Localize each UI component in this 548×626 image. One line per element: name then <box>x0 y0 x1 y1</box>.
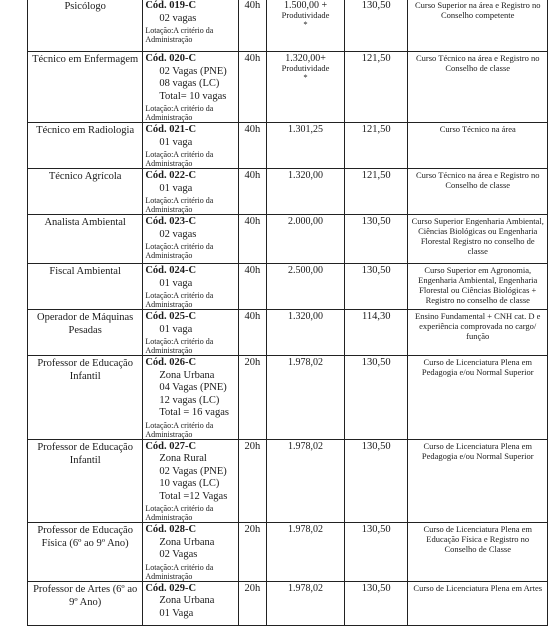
lotacao-note <box>145 26 235 44</box>
lotacao-label: Lotação: <box>145 196 174 205</box>
codigo-cell <box>143 523 238 582</box>
taxa-cell: 130,50 <box>344 215 408 264</box>
taxa-cell: 130,50 <box>344 356 408 440</box>
vagas-line: 01 vaga <box>159 277 193 289</box>
taxa-cell: 130,50 <box>344 439 408 523</box>
codigo-cell <box>143 439 238 523</box>
carga-cell: 40h <box>238 264 266 310</box>
taxa-cell: 121,50 <box>344 52 408 123</box>
carga-cell: 20h <box>238 356 266 440</box>
vencimento-value: 1.320,00+ <box>285 53 326 64</box>
lotacao-note <box>145 504 235 522</box>
vagas-line: 02 vagas <box>159 12 197 24</box>
table-row <box>28 581 548 625</box>
carga-cell: 40h <box>238 0 266 52</box>
taxa-cell: 130,50 <box>344 581 408 625</box>
requisito-cell: Curso Superior Engenharia Ambiental, Ciências Biológicas ou Engenharia Florestal Registro no conselho de classe <box>408 215 548 264</box>
vencimento-value: 1.500,00 + <box>283 0 328 11</box>
lotacao-text: A critério da Administração <box>145 562 214 581</box>
carga-cell: 20h <box>238 581 266 625</box>
lotacao-label: Lotação: <box>145 504 174 513</box>
vencimento-value: 2.500,00 <box>288 265 323 276</box>
vagas-line: 12 vagas (LC) <box>159 394 220 406</box>
vencimento-cell <box>267 310 345 356</box>
vencimento-mark: * <box>303 19 308 29</box>
table-row <box>28 215 548 264</box>
taxa-cell: 130,50 <box>344 0 408 52</box>
table-row <box>28 0 548 52</box>
table-row <box>28 123 548 169</box>
codigo-label: Cód. 019-C <box>145 0 197 11</box>
codigo-label: Cód. 022-C <box>145 170 197 181</box>
vencimento-value: 1.978,02 <box>288 357 323 368</box>
codigo-label: Cód. 023-C <box>145 216 197 227</box>
table-row <box>28 310 548 356</box>
codigo-label: Cód. 024-C <box>145 265 197 276</box>
vencimento-cell <box>267 0 345 52</box>
lotacao-label: Lotação: <box>145 242 174 251</box>
requisito-cell: Curso de Licenciatura Plena em Educação Física e Registro no Conselho de Classe <box>408 523 548 582</box>
vagas-line: Total =12 Vagas <box>159 490 228 502</box>
table-row <box>28 523 548 582</box>
cargo-cell: Professor de Educação Física (6º ao 9º Ano) <box>28 523 143 582</box>
carga-cell: 40h <box>238 123 266 169</box>
lotacao-label: Lotação: <box>145 104 174 113</box>
codigo-cell <box>143 310 238 356</box>
vencimento-cell <box>267 356 345 440</box>
codigo-label: Cód. 026-C <box>145 357 197 368</box>
cargo-cell: Técnico Agrícola <box>28 169 143 215</box>
lotacao-label: Lotação: <box>145 337 174 346</box>
lotacao-label: Lotação: <box>145 26 174 35</box>
vencimento-cell <box>267 264 345 310</box>
codigo-cell <box>143 52 238 123</box>
vagas-line: 08 vagas (LC) <box>159 78 220 89</box>
vencimento-extra: Produtividade <box>281 63 330 73</box>
table-row <box>28 52 548 123</box>
taxa-cell: 121,50 <box>344 123 408 169</box>
vencimento-cell <box>267 52 345 123</box>
vencimento-value: 1.301,25 <box>288 124 323 135</box>
requisito-cell: Curso de Licenciatura Plena em Pedagogia e/ou Normal Superior <box>408 439 548 523</box>
vencimento-value: 2.000,00 <box>288 216 323 227</box>
lotacao-note <box>145 291 235 309</box>
vagas-line: Zona Urbana <box>159 536 215 548</box>
codigo-label: Cód. 021-C <box>145 124 197 135</box>
lotacao-text: A critério da Administração <box>145 291 214 309</box>
vagas-line: Zona Urbana <box>159 595 215 606</box>
requisito-cell: Curso de Licenciatura Plena em Pedagogia e/ou Normal Superior <box>408 356 548 440</box>
codigo-label: Cód. 027-C <box>145 440 197 452</box>
vencimento-cell <box>267 439 345 523</box>
codigo-cell <box>143 356 238 440</box>
carga-cell: 20h <box>238 523 266 582</box>
codigo-label: Cód. 029-C <box>145 582 197 594</box>
vagas-line: Total = 16 vagas <box>159 407 229 418</box>
carga-cell: 40h <box>238 169 266 215</box>
vagas-line: Total= 10 vagas <box>159 90 227 102</box>
lotacao-label: Lotação: <box>145 291 174 300</box>
vencimento-cell <box>267 215 345 264</box>
codigo-cell <box>143 264 238 310</box>
lotacao-note <box>145 242 235 260</box>
lotacao-text: A critério da Administração <box>145 337 214 355</box>
vagas-line: 02 Vagas (PNE) <box>159 65 227 77</box>
requisito-cell: Curso Superior em Agronomia, Engenharia Ambiental, Engenharia Florestal ou Ciências Biológicas + Registro no conselho de classe <box>408 264 548 310</box>
taxa-cell: 121,50 <box>344 169 408 215</box>
codigo-label: Cód. 020-C <box>145 53 197 64</box>
vagas-line: 01 vaga <box>159 323 193 335</box>
vagas-line: 02 vagas <box>159 228 197 240</box>
table-row <box>28 439 548 523</box>
codigo-label: Cód. 025-C <box>145 311 197 322</box>
lotacao-note <box>145 196 235 214</box>
carga-cell: 40h <box>238 52 266 123</box>
lotacao-note <box>145 150 235 168</box>
vencimento-value: 1.320,00 <box>288 170 323 181</box>
cargo-cell: Psicólogo <box>28 0 143 52</box>
lotacao-label: Lotação: <box>145 420 174 430</box>
vencimento-value: 1.978,02 <box>288 440 323 452</box>
vagas-line: Zona Rural <box>159 453 207 464</box>
lotacao-text: A critério da Administração <box>145 26 214 44</box>
vencimento-cell <box>267 523 345 582</box>
carga-cell: 40h <box>238 310 266 356</box>
cargo-cell: Professor de Artes (6º ao 9º Ano) <box>28 581 143 625</box>
vencimento-cell <box>267 169 345 215</box>
cargo-cell: Técnico em Radiologia <box>28 123 143 169</box>
codigo-cell <box>143 0 238 52</box>
taxa-cell: 130,50 <box>344 264 408 310</box>
lotacao-note <box>145 421 235 439</box>
vencimento-extra: Produtividade <box>281 10 330 20</box>
lotacao-text: A critério da Administração <box>145 504 214 522</box>
requisito-cell: Curso de Licenciatura Plena em Artes <box>408 581 548 625</box>
codigo-cell <box>143 581 238 625</box>
vagas-line: Zona Urbana <box>159 369 215 381</box>
requisito-cell: Ensino Fundamental + CNH cat. D e experiência comprovada no cargo/ função <box>408 310 548 356</box>
cargo-cell: Analista Ambiental <box>28 215 143 264</box>
requisito-cell: Curso Superior na área e Registro no Conselho competente <box>408 0 548 52</box>
cargo-cell: Professor de Educação Infantil <box>28 356 143 440</box>
vagas-line: 01 Vaga <box>159 607 194 619</box>
requisito-cell: Curso Técnico na área <box>408 123 548 169</box>
vencimento-value: 1.320,00 <box>288 311 323 322</box>
cargo-cell: Professor de Educação Infantil <box>28 439 143 523</box>
lotacao-label: Lotação: <box>145 150 174 159</box>
vagas-line: 01 vaga <box>159 182 193 194</box>
carga-cell: 20h <box>238 439 266 523</box>
cargo-cell: Técnico em Enfermagem <box>28 52 143 123</box>
vacancy-table <box>27 0 548 626</box>
table-row <box>28 169 548 215</box>
vagas-line: 01 vaga <box>159 136 193 148</box>
vencimento-value: 1.978,02 <box>288 524 323 535</box>
codigo-label: Cód. 028-C <box>145 524 197 535</box>
lotacao-text: A critério da Administração <box>145 196 214 214</box>
table-row <box>28 264 548 310</box>
vagas-line: 04 Vagas (PNE) <box>159 382 227 393</box>
vagas-line: 02 Vagas (PNE) <box>159 465 227 477</box>
lotacao-text: A critério da Administração <box>145 150 214 168</box>
cargo-cell: Operador de Máquinas Pesadas <box>28 310 143 356</box>
vagas-line: 10 vagas (LC) <box>159 478 220 489</box>
vencimento-cell <box>267 581 345 625</box>
cargo-cell: Fiscal Ambiental <box>28 264 143 310</box>
codigo-cell <box>143 215 238 264</box>
vencimento-cell <box>267 123 345 169</box>
lotacao-text: A critério da Administração <box>145 104 214 122</box>
vencimento-value: 1.978,02 <box>288 582 323 594</box>
codigo-cell <box>143 123 238 169</box>
lotacao-label: Lotação: <box>145 562 174 572</box>
lotacao-note <box>145 563 235 581</box>
lotacao-note <box>145 337 235 355</box>
lotacao-text: A critério da Administração <box>145 242 214 260</box>
codigo-cell <box>143 169 238 215</box>
vencimento-mark: * <box>303 72 308 82</box>
vagas-line: 02 Vagas <box>159 549 198 560</box>
taxa-cell: 114,30 <box>344 310 408 356</box>
table-row <box>28 356 548 440</box>
requisito-cell: Curso Técnico na área e Registro no Conselho de classe <box>408 52 548 123</box>
taxa-cell: 130,50 <box>344 523 408 582</box>
carga-cell: 40h <box>238 215 266 264</box>
lotacao-note <box>145 104 235 122</box>
lotacao-text: A critério da Administração <box>145 420 214 439</box>
requisito-cell: Curso Técnico na área e Registro no Conselho de classe <box>408 169 548 215</box>
